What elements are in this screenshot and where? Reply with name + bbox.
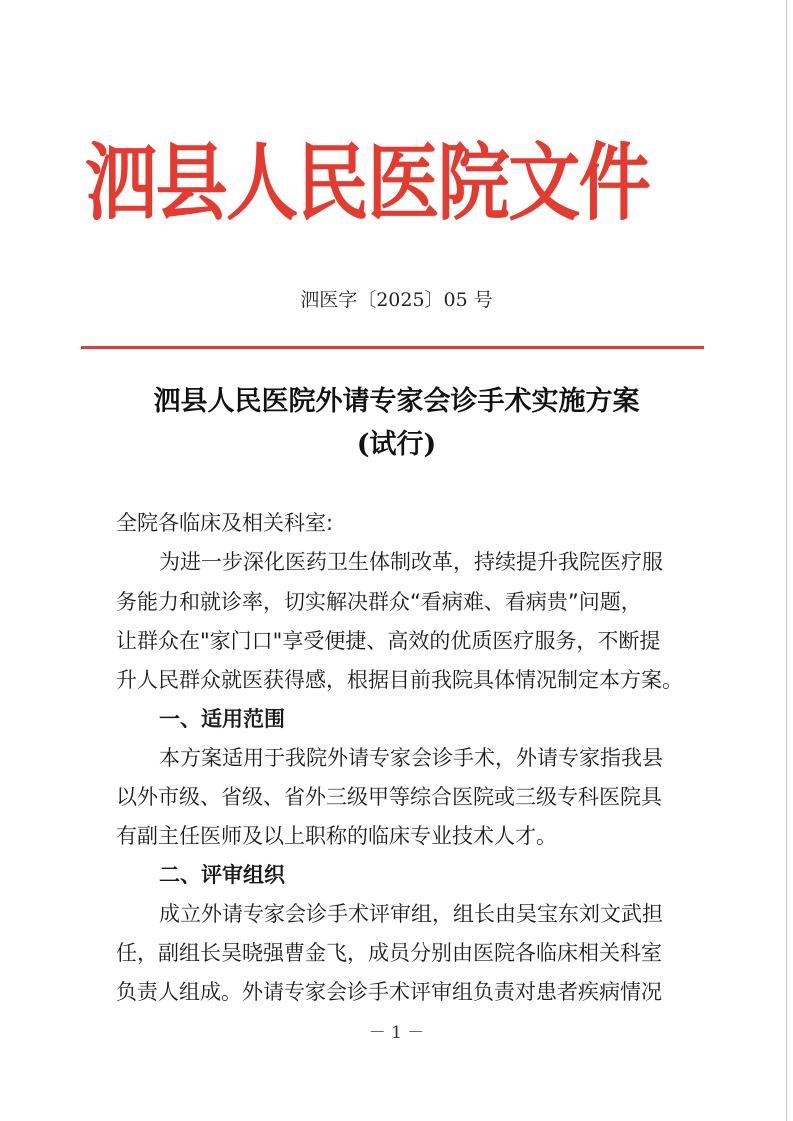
intro-line: 让群众在"家门口"享受便捷、高效的优质医疗服务，不断提 bbox=[116, 629, 661, 653]
section2-line: 任，副组长吴晓强曹金飞，成员分别由医院各临床相关科室 bbox=[116, 941, 662, 965]
intro-line: 务能力和就诊率，切实解决群众“看病难、看病贵”问题， bbox=[116, 590, 642, 614]
intro-line: 为进一步深化医药卫生体制改革，持续提升我院医疗服 bbox=[159, 550, 663, 574]
salutation: 全院各临床及相关科室: bbox=[116, 511, 334, 535]
intro-line: 升人民群众就医获得感，根据目前我院具体情况制定本方案。 bbox=[116, 668, 683, 692]
document-subtitle: (试行) bbox=[356, 429, 437, 460]
section2-line: 成立外请专家会诊手术评审组，组长由吴宝东刘文武担 bbox=[159, 902, 663, 926]
page-number: － 1 － bbox=[368, 1023, 425, 1043]
section-heading-organization: 二、评审组织 bbox=[159, 863, 285, 887]
section1-line: 以外市级、省级、省外三级甲等综合医院或三级专科医院具 bbox=[116, 785, 662, 809]
red-header-title: 泗县人民医院文件 bbox=[85, 133, 650, 232]
section1-line: 本方案适用于我院外请专家会诊手术，外请专家指我县 bbox=[159, 746, 663, 770]
document-title: 泗县人民医院外请专家会诊手术实施方案 bbox=[153, 386, 640, 417]
section2-line: 负责人组成。外请专家会诊手术评审组负责对患者疾病情况 bbox=[116, 980, 662, 1004]
scan-edge-line bbox=[786, 0, 787, 1121]
section-heading-scope: 一、适用范围 bbox=[159, 707, 285, 731]
section1-line: 有副主任医师及以上职称的临床专业技术人才。 bbox=[116, 824, 557, 848]
document-number: 泗医字〔2025〕05 号 bbox=[300, 289, 493, 311]
red-divider-line bbox=[81, 346, 704, 349]
